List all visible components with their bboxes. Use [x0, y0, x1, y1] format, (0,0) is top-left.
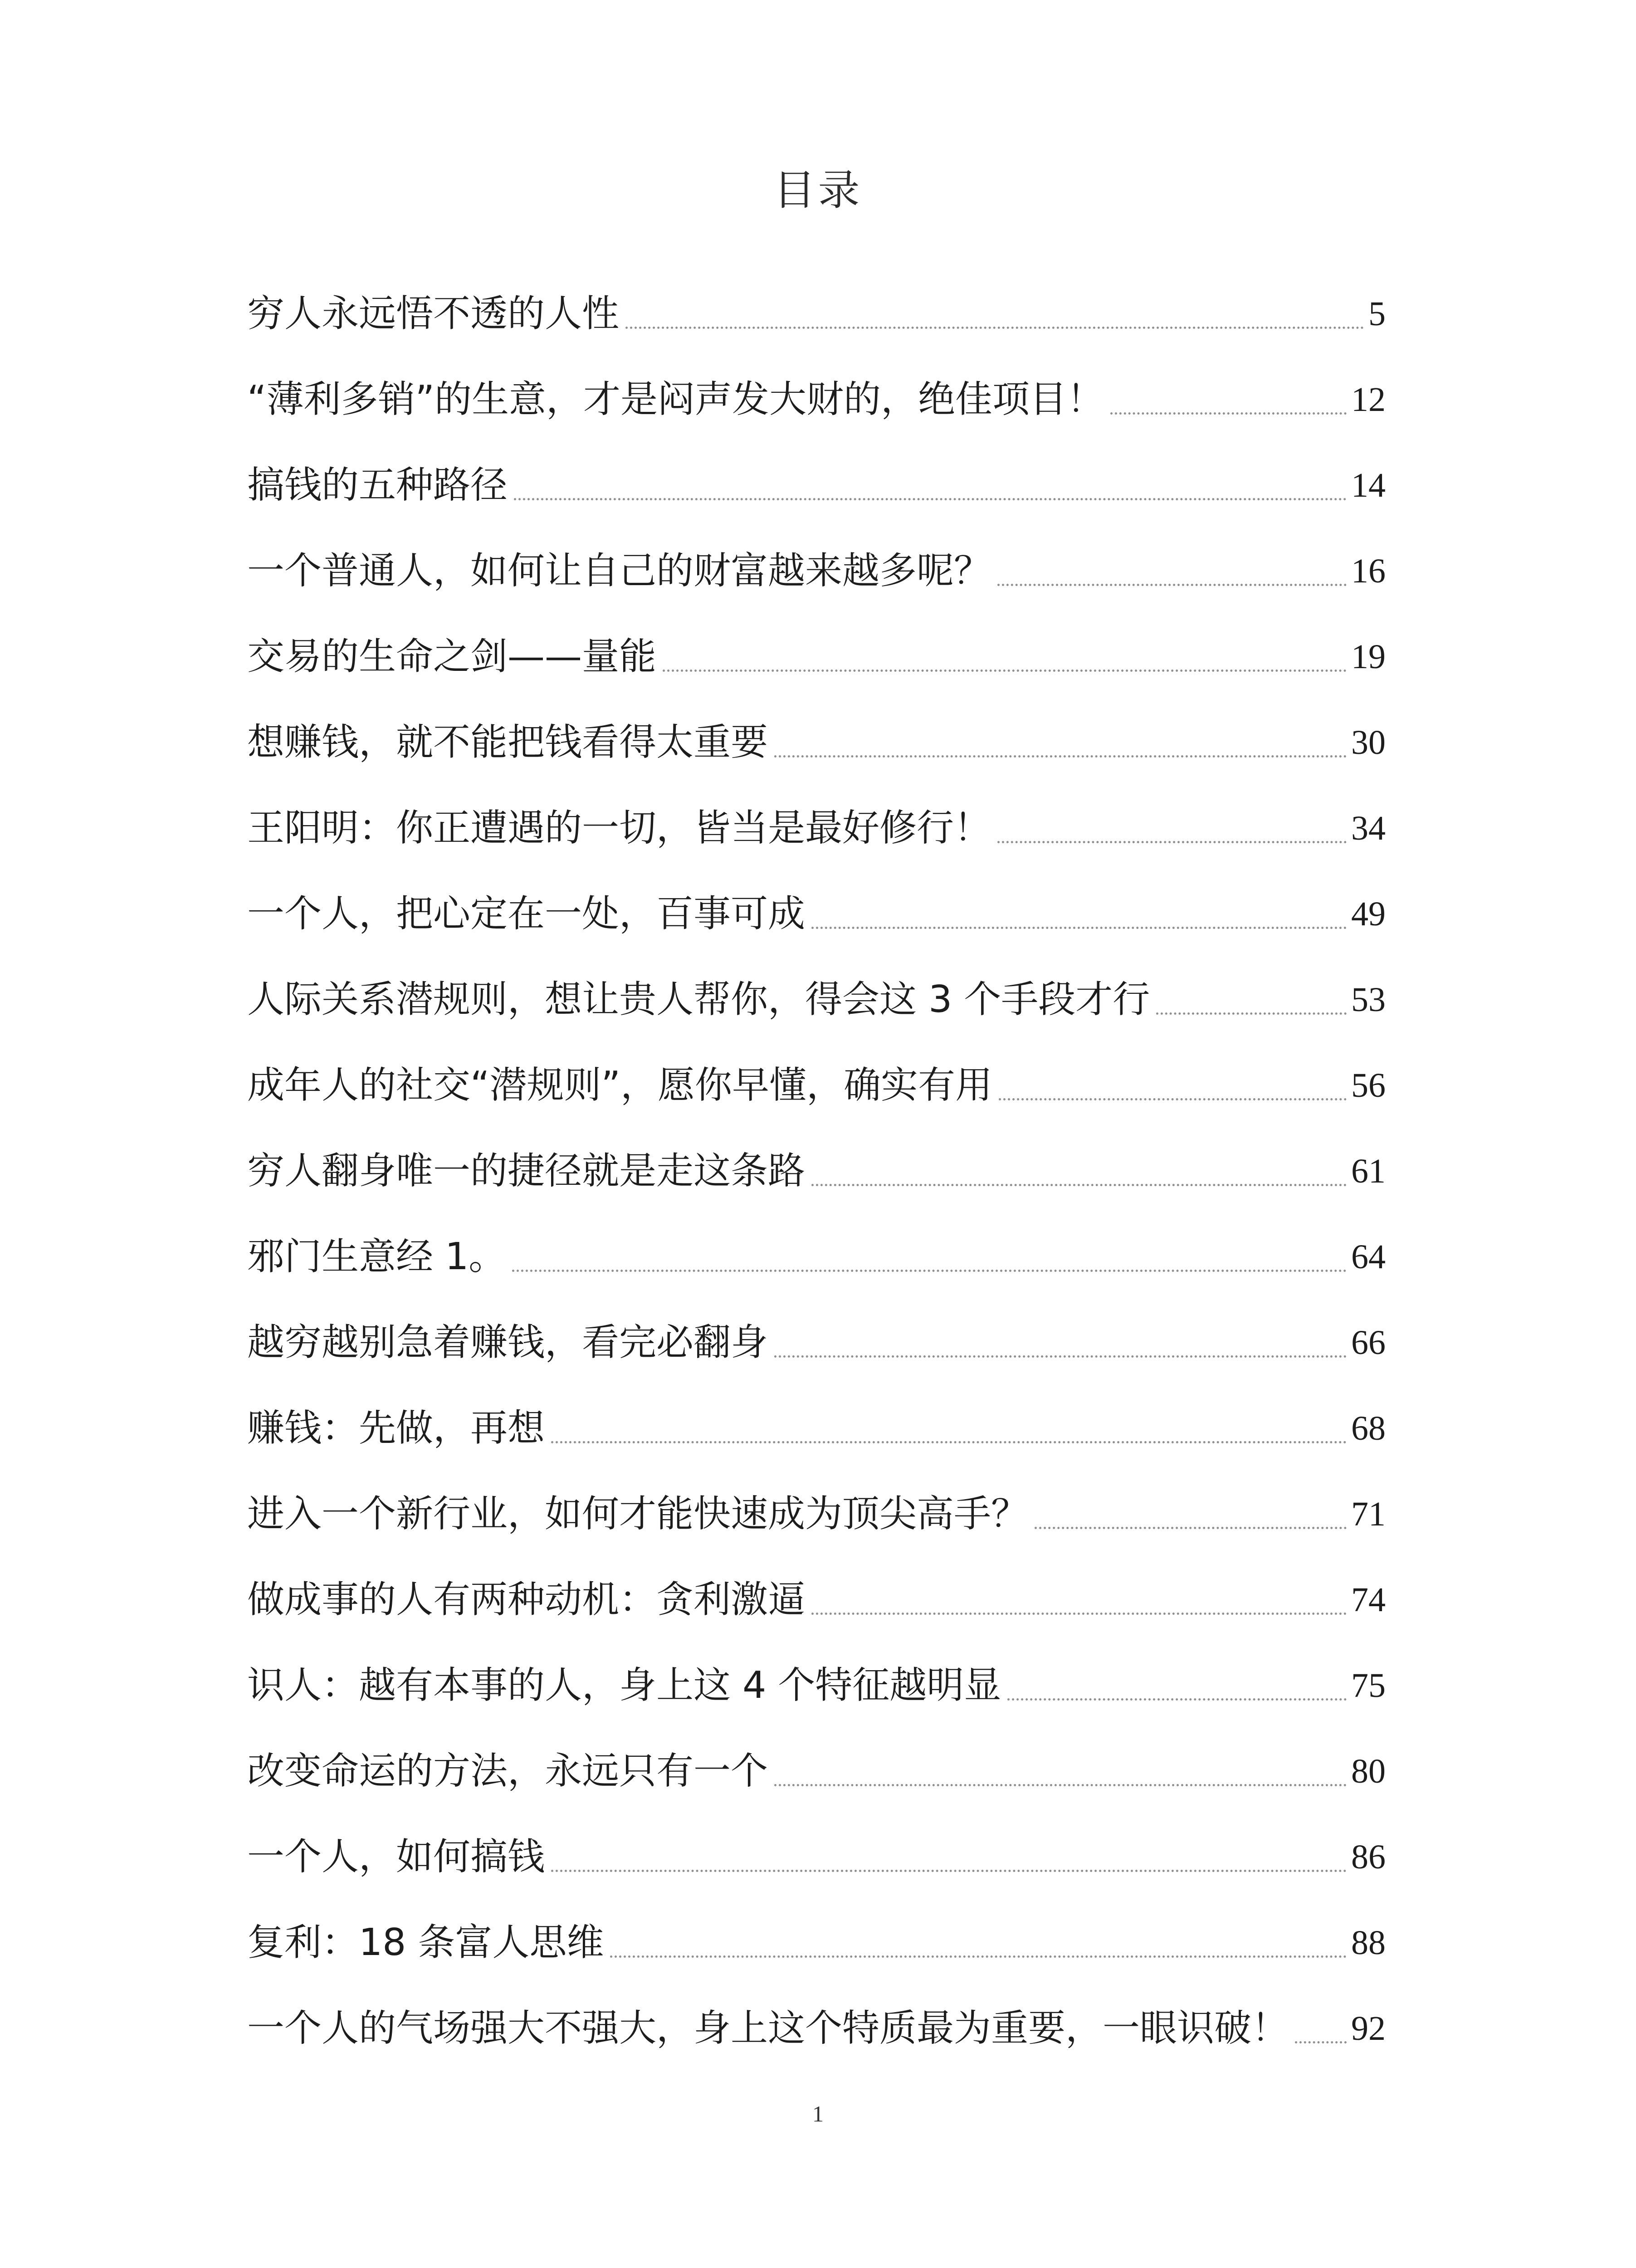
dot-leader: [999, 1098, 1347, 1100]
toc-entry-title: 复利：18 条富人思维: [247, 1921, 604, 1964]
toc-entry[interactable]: [247, 767, 1386, 853]
toc-entry-page: 80: [1351, 1752, 1386, 1790]
dot-leader: [512, 1270, 1347, 1272]
toc-entry[interactable]: [247, 1025, 1386, 1110]
dot-leader: [610, 1955, 1347, 1958]
toc-entry[interactable]: [247, 1368, 1386, 1453]
toc-entry-page: 71: [1351, 1495, 1386, 1533]
toc-entry-page: 12: [1351, 381, 1386, 419]
toc-entry-title: 进入一个新行业，如何才能快速成为顶尖高手？: [247, 1492, 1029, 1535]
toc-entry[interactable]: [247, 939, 1386, 1025]
dot-leader: [1110, 412, 1347, 415]
dot-leader: [625, 327, 1364, 329]
toc-entry[interactable]: [247, 1882, 1386, 1968]
dot-leader: [774, 755, 1347, 758]
toc-entry-page: 64: [1351, 1238, 1386, 1276]
toc-entry[interactable]: [247, 1196, 1386, 1282]
toc-entry[interactable]: [247, 1625, 1386, 1711]
toc-entry[interactable]: [247, 1110, 1386, 1196]
toc-entry-page: 34: [1351, 809, 1386, 847]
toc-entry-title: 一个人，把心定在一处，百事可成: [247, 892, 806, 935]
toc-title: 目录: [773, 166, 863, 215]
toc-entry[interactable]: [247, 1711, 1386, 1796]
dot-leader: [551, 1441, 1347, 1443]
toc-entry-title: 一个人的气场强大不强大，身上这个特质最为重要，一眼识破！: [247, 2007, 1289, 2050]
dot-leader: [1295, 2041, 1347, 2043]
dot-leader: [1156, 1012, 1347, 1015]
toc-entry-page: 74: [1351, 1581, 1386, 1619]
toc-list: [247, 253, 1386, 2053]
toc-entry-page: 14: [1351, 466, 1386, 504]
toc-entry-page: 16: [1351, 552, 1386, 590]
toc-entry[interactable]: [247, 1968, 1386, 2053]
toc-entry-title: 王阳明：你正遭遇的一切，皆当是最好修行！: [247, 807, 991, 850]
toc-entry-title: 一个人，如何搞钱: [247, 1835, 545, 1878]
toc-entry[interactable]: [247, 253, 1386, 339]
toc-entry-page: 56: [1351, 1066, 1386, 1105]
toc-entry[interactable]: [247, 510, 1386, 596]
toc-entry-page: 53: [1351, 981, 1386, 1019]
toc-entry-title: 搞钱的五种路径: [247, 464, 508, 507]
toc-entry[interactable]: [247, 1282, 1386, 1368]
toc-entry[interactable]: [247, 1453, 1386, 1539]
toc-entry-page: 75: [1351, 1667, 1386, 1705]
toc-entry-title: 穷人永远悟不透的人性: [247, 292, 620, 335]
toc-entry[interactable]: [247, 1796, 1386, 1882]
toc-entry-page: 66: [1351, 1324, 1386, 1362]
toc-entry-page: 86: [1351, 1838, 1386, 1876]
toc-entry-title: 越穷越别急着赚钱，看完必翻身: [247, 1321, 768, 1364]
toc-entry-page: 68: [1351, 1409, 1386, 1447]
toc-entry[interactable]: [247, 339, 1386, 425]
toc-entry[interactable]: [247, 682, 1386, 767]
toc-entry-title: 一个普通人，如何让自己的财富越来越多呢？: [247, 549, 991, 592]
toc-entry-page: 49: [1351, 895, 1386, 933]
dot-leader: [514, 498, 1347, 500]
toc-entry-title: 改变命运的方法，永远只有一个: [247, 1750, 768, 1793]
dot-leader: [811, 927, 1347, 929]
dot-leader: [811, 1184, 1347, 1186]
toc-entry-title: 做成事的人有两种动机：贪利激逼: [247, 1578, 806, 1621]
toc-entry-page: 30: [1351, 723, 1386, 762]
toc-entry-title: 邪门生意经 1。: [247, 1235, 506, 1278]
dot-leader: [663, 670, 1347, 672]
dot-leader: [551, 1870, 1347, 1872]
dot-leader: [1035, 1527, 1347, 1529]
toc-entry-page: 92: [1351, 2009, 1386, 2048]
toc-entry-title: 赚钱：先做，再想: [247, 1407, 545, 1450]
toc-entry-page: 5: [1368, 295, 1386, 333]
dot-leader: [774, 1355, 1347, 1358]
toc-entry-page: 19: [1351, 638, 1386, 676]
toc-entry[interactable]: [247, 425, 1386, 510]
toc-entry-title: 成年人的社交“潜规则”，愿你早懂，确实有用: [247, 1064, 992, 1107]
toc-entry-title: 想赚钱，就不能把钱看得太重要: [247, 721, 768, 764]
dot-leader: [811, 1613, 1347, 1615]
toc-entry[interactable]: [247, 853, 1386, 939]
toc-entry-title: 交易的生命之剑——量能: [247, 635, 657, 678]
toc-entry[interactable]: [247, 1539, 1386, 1625]
toc-entry-title: 识人：越有本事的人，身上这 4 个特征越明显: [247, 1664, 1001, 1707]
toc-entry-title: 穷人翻身唯一的捷径就是走这条路: [247, 1149, 806, 1193]
page-number: 1: [812, 2101, 824, 2126]
toc-entry-page: 61: [1351, 1152, 1386, 1190]
dot-leader: [1007, 1698, 1347, 1701]
toc-entry-title: 人际关系潜规则，想让贵人帮你，得会这 3 个手段才行: [247, 978, 1150, 1021]
dot-leader: [997, 841, 1347, 843]
dot-leader: [997, 584, 1347, 586]
toc-entry-title: “薄利多销”的生意，才是闷声发大财的，绝佳项目！: [247, 378, 1104, 421]
toc-entry[interactable]: [247, 596, 1386, 682]
dot-leader: [774, 1784, 1347, 1786]
toc-entry-page: 88: [1351, 1924, 1386, 1962]
